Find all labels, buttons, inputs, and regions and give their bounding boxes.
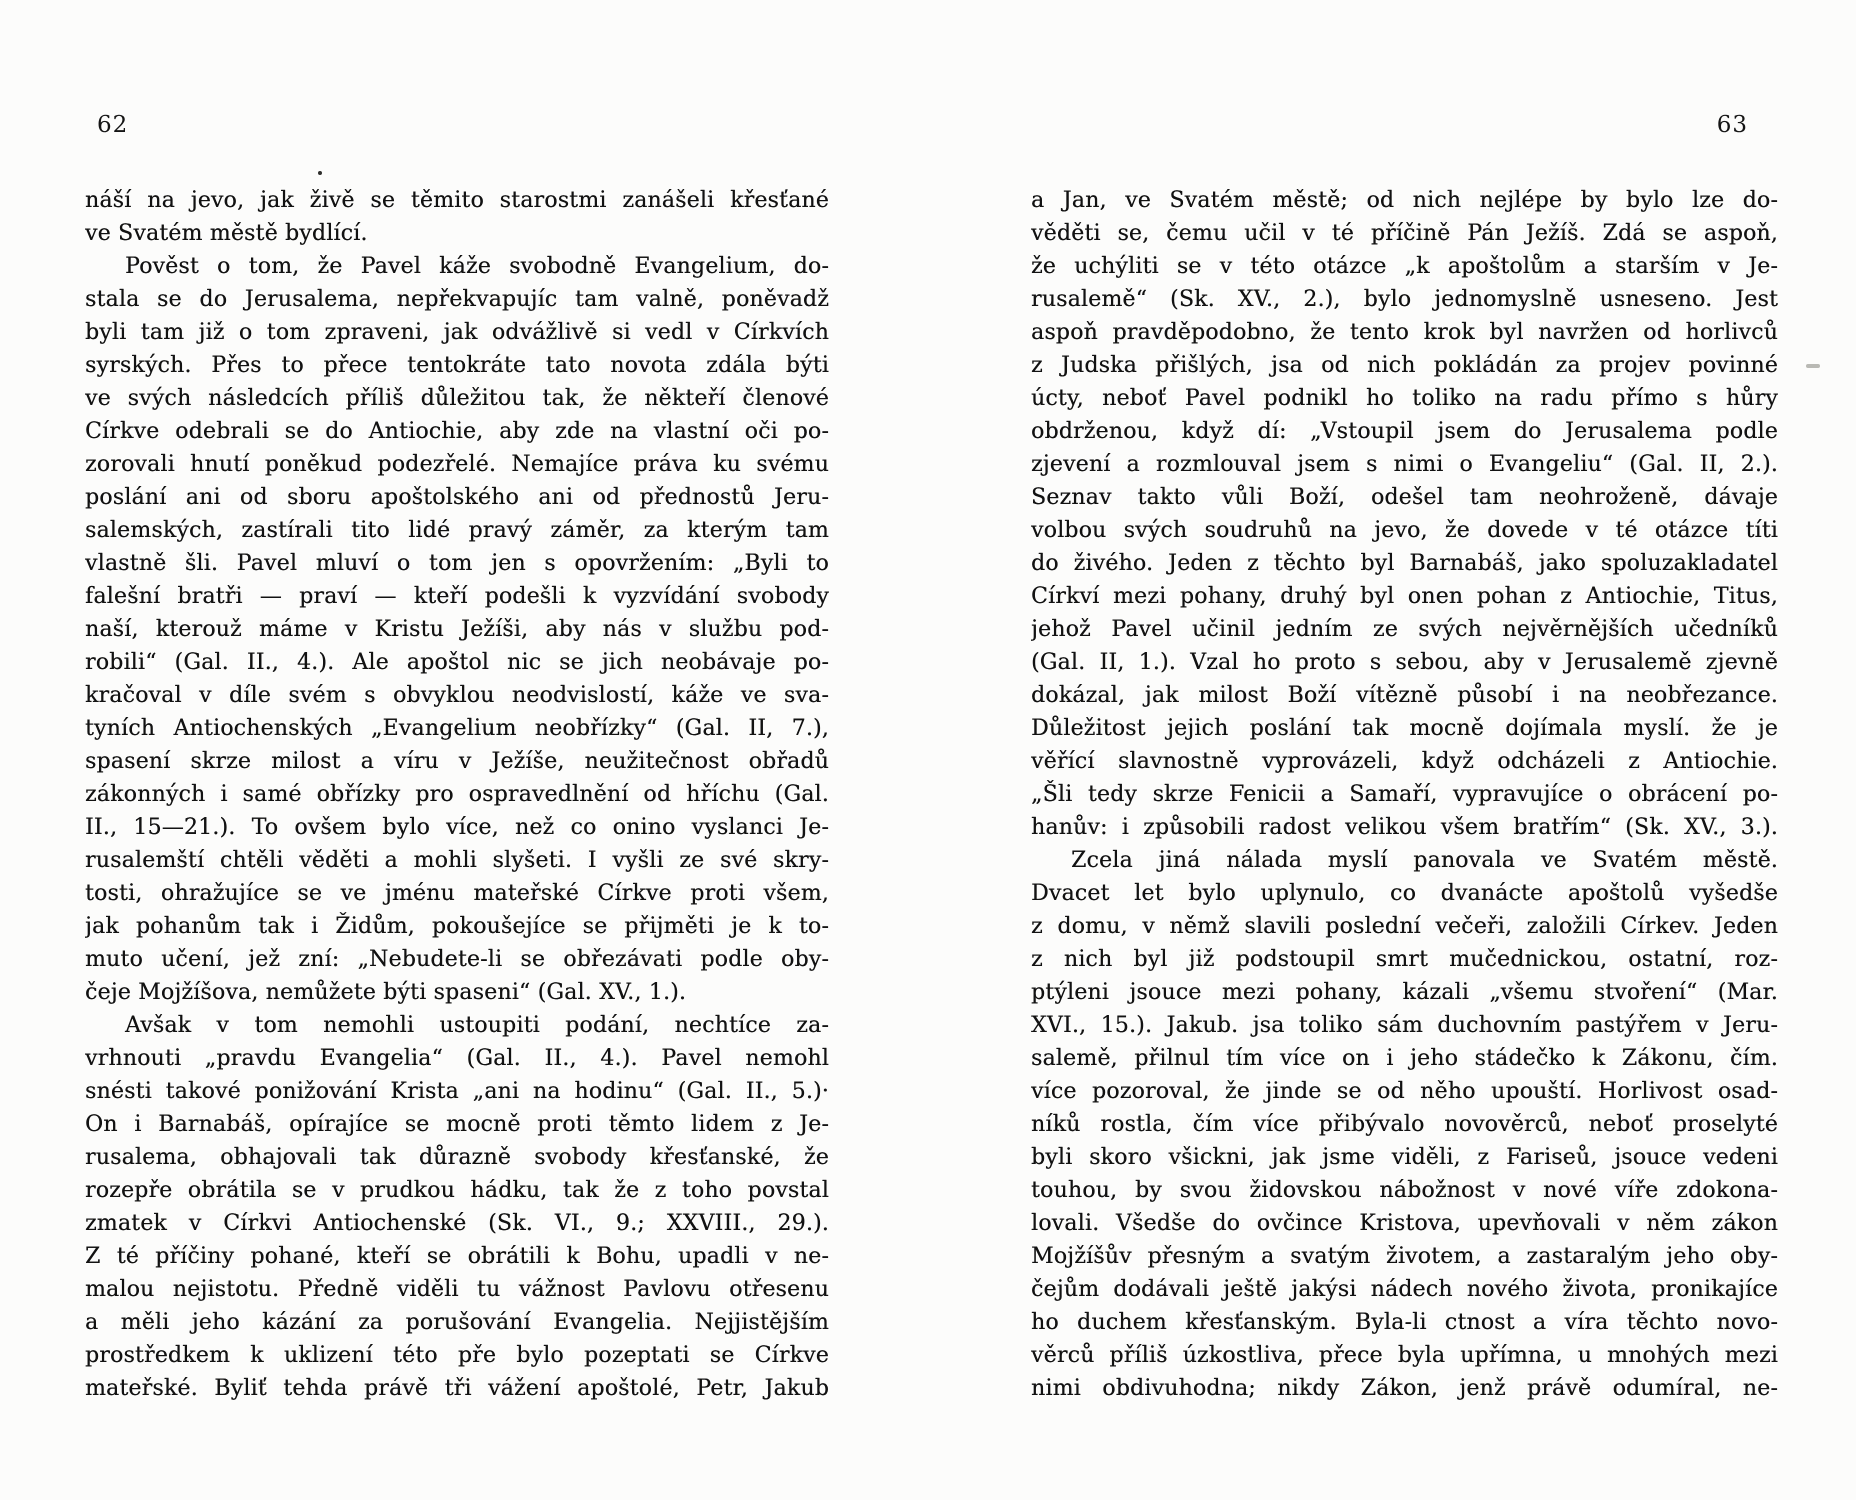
- text-line: salemských, zastírali tito lidé pravý záměr, za kterým tam: [85, 518, 829, 543]
- text-line: hanův: i způsobili radost velikou všem bratřím“ (Sk. XV., 3.).: [1031, 815, 1778, 840]
- text-line: salemě, přilnul tím více on i jeho stádečko k Zákonu, čím.: [1031, 1046, 1778, 1071]
- text-line: z Judska přišlých, jsa od nich pokládán za projev povinné: [1031, 353, 1778, 378]
- text-line: dokázal, jak milost Boží vítězně působí i na neobřezance.: [1031, 683, 1778, 708]
- text-line: malou nejistotu. Předně viděli tu vážnost Pavlovu otřesenu: [85, 1277, 829, 1302]
- text-line: spasení skrze milost a víru v Ježíše, neužitečnost obřadů: [85, 749, 829, 774]
- text-line: zorovali hnutí poněkud podezřelé. Nemajíce práva ku svému: [85, 452, 829, 477]
- text-line: poslání ani od sboru apoštolského ani od přednostů Jeru-: [85, 485, 829, 510]
- scan-speck: [318, 171, 322, 175]
- text-line: tyních Antiochenských „Evangelium neobřízky“ (Gal. II, 7.),: [85, 716, 829, 741]
- text-line: robili“ (Gal. II., 4.). Ale apoštol nic se jich neobávaje po-: [85, 650, 829, 675]
- text-line: Z té příčiny pohané, kteří se obrátili k Bohu, upadli v ne-: [85, 1244, 829, 1269]
- text-line: Pověst o tom, že Pavel káže svobodně Evangelium, do-: [125, 254, 829, 279]
- text-line: Avšak v tom nemohli ustoupiti podání, nechtíce za-: [125, 1013, 829, 1038]
- text-line: čeje Mojžíšova, nemůžete býti spaseni“ (Gal. XV., 1.).: [85, 980, 687, 1005]
- text-line: Důležitost jejich poslání tak mocně dojímala myslí. že je: [1031, 716, 1778, 741]
- text-line: snésti takové ponižování Krista „ani na hodinu“ (Gal. II., 5.)·: [85, 1079, 829, 1104]
- text-line: tosti, ohražujíce se ve jménu mateřské Církve proti všem,: [85, 881, 829, 906]
- text-line: On i Barnabáš, opírajíce se mocně proti těmto lidem z Je-: [85, 1112, 829, 1137]
- text-line: muto učení, jež zní: „Nebudete-li se obřezávati podle oby-: [85, 947, 829, 972]
- text-line: nimi obdivuhodna; nikdy Zákon, jenž právě odumíral, ne-: [1031, 1376, 1778, 1401]
- text-line: naší, kterouž máme v Kristu Ježíši, aby nás v službu pod-: [85, 617, 829, 642]
- text-line: rusalemští chtěli věděti a mohli slyšeti. I vyšli ze své skry-: [85, 848, 829, 873]
- text-line: XVI., 15.). Jakub. jsa toliko sám duchovním pastýřem v Jeru-: [1031, 1013, 1778, 1038]
- text-line: Zcela jiná nálada myslí panovala ve Svatém městě.: [1071, 848, 1778, 873]
- text-line: zmatek v Církvi Antiochenské (Sk. VI., 9.; XXVIII., 29.).: [85, 1211, 829, 1236]
- text-line: věřící slavnostně vyprovázeli, když odcházeli z Antiochie.: [1031, 749, 1778, 774]
- text-line: Dvacet let bylo uplynulo, co dvanácte apoštolů vyšedše: [1031, 881, 1778, 906]
- text-line: syrských. Přes to přece tentokráte tato novota zdála býti: [85, 353, 829, 378]
- page-number-left: 62: [97, 112, 129, 138]
- text-line: úcty, neboť Pavel podnikl ho toliko na radu přímo s hůry: [1031, 386, 1778, 411]
- text-line: níků rostla, čím více přibývalo novověrců, neboť proselyté: [1031, 1112, 1778, 1137]
- text-line: byli tam již o tom zpraveni, jak odvážlivě si vedl v Církvích: [85, 320, 829, 345]
- text-line: obdrženou, když dí: „Vstoupil jsem do Jerusalema podle: [1031, 419, 1778, 444]
- text-line: ptýleni jsouce mezi pohany, kázali „všemu stvoření“ (Mar.: [1031, 980, 1778, 1005]
- text-line: vlastně šli. Pavel mluví o tom jen s opovržením: „Byli to: [85, 551, 829, 576]
- text-line: jak pohanům tak i Židům, pokoušejíce se přijměti je k to-: [85, 914, 829, 939]
- text-line: náší na jevo, jak živě se těmito starostmi zanášeli křesťané: [85, 188, 829, 213]
- text-line: že uchýliti se v této otázce „k apoštolům a starším v Je-: [1031, 254, 1778, 279]
- scan-speck: [1806, 364, 1820, 368]
- text-line: II., 15—21.). To ovšem bylo více, než co onino vyslanci Je-: [85, 815, 829, 840]
- text-line: prostředkem k uklizení této pře bylo pozeptati se Církve: [85, 1343, 829, 1368]
- text-line: čejům dodávali ještě jakýsi nádech nového života, pronikajíce: [1031, 1277, 1778, 1302]
- text-line: Mojžíšův přesným a svatým životem, a zastaralým jeho oby-: [1031, 1244, 1778, 1269]
- text-line: rusalemě“ (Sk. XV., 2.), bylo jednomyslně usneseno. Jest: [1031, 287, 1778, 312]
- text-line: z nich byl již podstoupil smrt mučednickou, ostatní, roz-: [1031, 947, 1778, 972]
- text-line: ho duchem křesťanským. Byla-li ctnost a víra těchto novo-: [1031, 1310, 1778, 1335]
- text-line: z domu, v němž slavili poslední večeři, založili Církev. Jeden: [1031, 914, 1778, 939]
- text-line: a měli jeho kázání za porušování Evangelia. Nejjistějším: [85, 1310, 829, 1335]
- text-line: falešní bratři — praví — kteří podešli k vyzvídání svobody: [85, 584, 829, 609]
- page-column-left: [85, 184, 829, 1405]
- text-line: aspoň pravděpodobno, že tento krok byl navržen od horlivců: [1031, 320, 1778, 345]
- text-line: zjevení a rozmlouval jsem s nimi o Evangeliu“ (Gal. II, 2.).: [1031, 452, 1778, 477]
- page-column-right: [1031, 184, 1778, 1405]
- text-line: vrhnouti „pravdu Evangelia“ (Gal. II., 4.). Pavel nemohl: [85, 1046, 829, 1071]
- text-line: „Šli tedy skrze Fenicii a Samaří, vypravujíce o obrácení po-: [1031, 782, 1778, 807]
- page-number-right: 63: [1716, 112, 1748, 138]
- text-line: byli skoro všickni, jak jsme viděli, z Fariseů, jsouce vedeni: [1031, 1145, 1778, 1170]
- text-line: Církví mezi pohany, druhý byl onen pohan z Antiochie, Titus,: [1031, 584, 1778, 609]
- text-line: (Gal. II, 1.). Vzal ho proto s sebou, aby v Jerusalemě zjevně: [1031, 650, 1778, 675]
- text-line: stala se do Jerusalema, nepřekvapujíc tam valně, poněvadž: [85, 287, 829, 312]
- text-line: věděti se, čemu učil v té příčině Pán Ježíš. Zdá se aspoň,: [1031, 221, 1778, 246]
- text-line: jehož Pavel učinil jedním ze svých nejvěrnějších učedníků: [1031, 617, 1778, 642]
- text-line: ve Svatém městě bydlící.: [85, 221, 368, 246]
- text-line: touhou, by svou židovskou nábožnost v nové víře zdokona-: [1031, 1178, 1778, 1203]
- text-line: věrců příliš úzkostliva, přece byla upřímna, u mnohých mezi: [1031, 1343, 1778, 1368]
- text-line: mateřské. Byliť tehda právě tři vážení apoštolé, Petr, Jakub: [85, 1376, 829, 1401]
- text-line: ve svých následcích příliš důležitou tak, že někteří členové: [85, 386, 829, 411]
- text-line: lovali. Všedše do ovčince Kristova, upevňovali v něm zákon: [1031, 1211, 1778, 1236]
- text-line: rozepře obrátila se v prudkou hádku, tak že z toho povstal: [85, 1178, 829, 1203]
- text-line: a Jan, ve Svatém městě; od nich nejlépe by bylo lze do-: [1031, 188, 1778, 213]
- text-line: Církve odebrali se do Antiochie, aby zde na vlastní oči po-: [85, 419, 829, 444]
- text-line: volbou svých soudruhů na jevo, že dovede v té otázce títi: [1031, 518, 1778, 543]
- text-line: rusalema, obhajovali tak důrazně svobody křesťanské, že: [85, 1145, 829, 1170]
- text-line: více pozoroval, že jinde se od něho upouští. Horlivost osad-: [1031, 1079, 1778, 1104]
- text-line: do živého. Jeden z těchto byl Barnabáš, jako spoluzakladatel: [1031, 551, 1778, 576]
- text-line: zákonných i samé obřízky pro ospravedlnění od hříchu (Gal.: [85, 782, 829, 807]
- text-line: kračoval v díle svém s obvyklou neodvislostí, káže ve sva-: [85, 683, 829, 708]
- text-line: Seznav takto vůli Boží, odešel tam neohroženě, dávaje: [1031, 485, 1778, 510]
